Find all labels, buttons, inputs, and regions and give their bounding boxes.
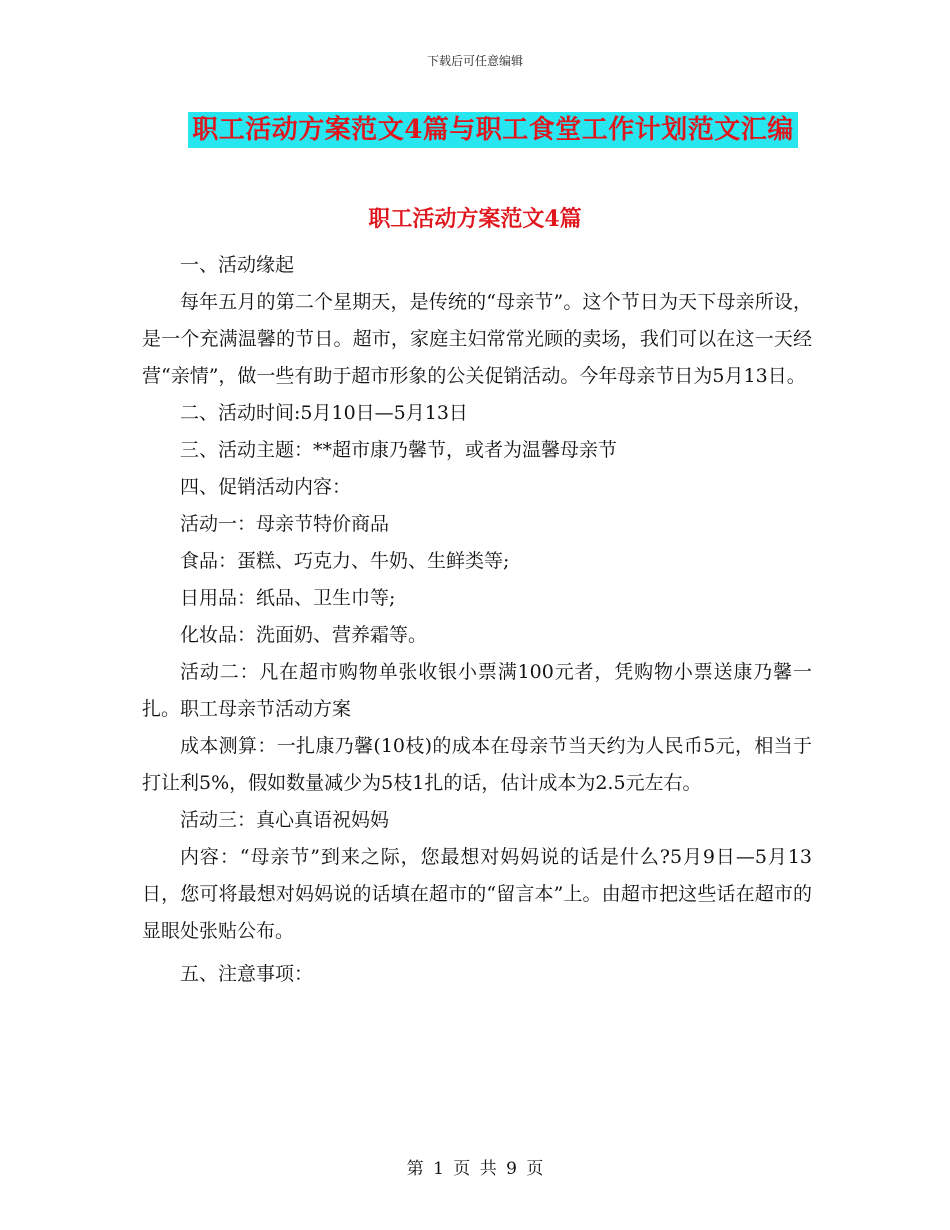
paragraph-heading: 五、注意事项：	[180, 963, 314, 985]
paragraph-heading: 一、活动缘起	[180, 254, 295, 276]
paragraph: 活动一：母亲节特价商品	[180, 513, 390, 535]
main-title-container	[0, 112, 950, 148]
page-header-note: 下载后可任意编辑	[426, 54, 523, 68]
paragraph-heading: 四、促销活动内容：	[180, 476, 352, 498]
page-footer: 第 1 页 共 9 页	[406, 1159, 544, 1179]
paragraph: 成本测算：一扎康乃馨(10枝)的成本在母亲节当天约为人民币5元，相当于打让利5%，假如数量减少为5枝1扎的话，估计成本为2.5元左右。	[142, 735, 812, 794]
paragraph-heading: 三、活动主题：**超市康乃馨节，或者为温馨母亲节	[180, 439, 618, 461]
paragraph: 每年五月的第二个星期天，是传统的“母亲节”。这个节日为天下母亲所设，是一个充满温馨的节日。超市，家庭主妇常常光顾的卖场，我们可以在这一天经营“亲情”，做一些有助于超市形象的公关促销活动。今年母亲节日为5月13日。	[142, 291, 812, 387]
paragraph: 日用品：纸品、卫生巾等;	[180, 587, 396, 609]
document-body	[142, 247, 812, 993]
paragraph: 活动二：凡在超市购物单张收银小票满100元者，凭购物小票送康乃馨一扎。职工母亲节活动方案	[142, 661, 812, 720]
section-title: 职工活动方案范文4篇	[368, 206, 582, 232]
paragraph-heading: 二、活动时间:5月10日—5月13日	[180, 402, 468, 424]
paragraph: 食品：蛋糕、巧克力、牛奶、生鲜类等;	[180, 550, 510, 572]
paragraph: 化妆品：洗面奶、营养霜等。	[180, 624, 428, 646]
paragraph: 活动三：真心真语祝妈妈	[180, 809, 390, 831]
paragraph: 内容：“母亲节”到来之际，您最想对妈妈说的话是什么?5月9日—5月13日，您可将最想对妈妈说的话填在超市的“留言本”上。由超市把这些话在超市的显眼处张贴公布。	[142, 846, 812, 942]
document-title: 职工活动方案范文4篇与职工食堂工作计划范文汇编	[188, 112, 798, 148]
